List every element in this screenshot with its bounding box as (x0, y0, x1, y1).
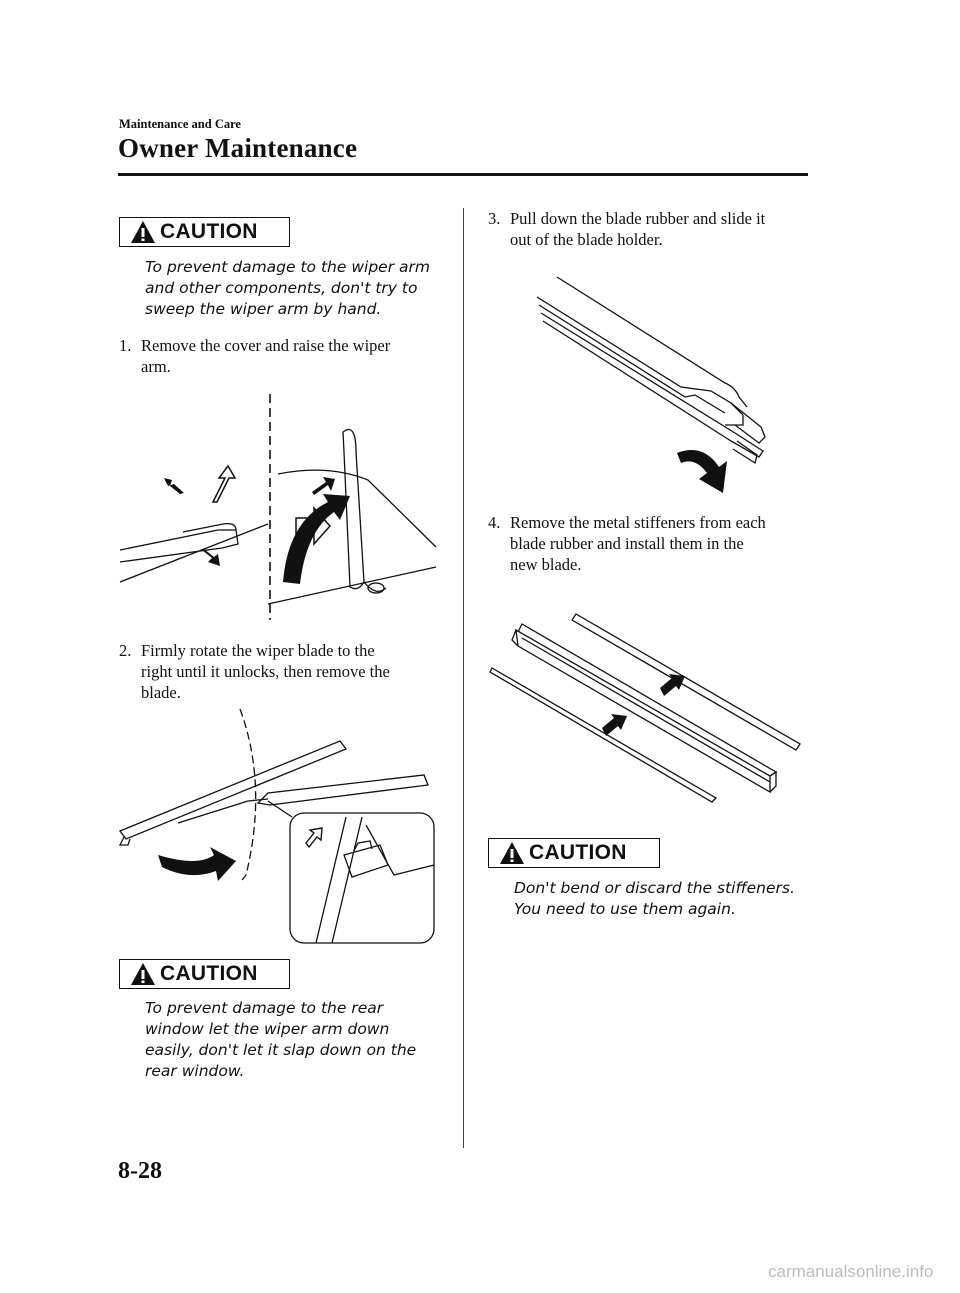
caution-line: easily, don't let it slap down on the (145, 1041, 417, 1059)
step-line: Remove the metal stiffeners from each (510, 513, 766, 532)
step-line: Pull down the blade rubber and slide it (510, 209, 766, 228)
step-line: Remove the cover and raise the wiper (141, 336, 391, 355)
caution-text-3 (514, 878, 824, 920)
warning-icon (499, 841, 525, 865)
column-divider (463, 208, 464, 1148)
caution-line: Don't bend or discard the stiffeners. (514, 879, 795, 897)
section-label: Maintenance and Care (119, 117, 241, 131)
page-title: Owner Maintenance (118, 133, 358, 163)
step-number: 1. (119, 336, 132, 355)
step-2 (119, 640, 459, 703)
step-line: out of the blade holder. (510, 230, 663, 249)
caution-text-2 (145, 998, 455, 1082)
caution-line: sweep the wiper arm by hand. (145, 300, 382, 318)
step-line: right until it unlocks, then remove the (141, 662, 390, 681)
warning-icon (130, 220, 156, 244)
caution-label: CAUTION (160, 220, 258, 243)
caution-box-1 (119, 217, 290, 247)
caution-line: You need to use them again. (514, 900, 736, 918)
step-number: 4. (488, 513, 501, 532)
step-3 (488, 208, 818, 250)
step-4 (488, 512, 818, 575)
remove-blade-illustration (118, 705, 436, 945)
watermark: carmanualsonline.info (768, 1262, 934, 1281)
step-line: arm. (141, 357, 171, 376)
step-line: blade. (141, 683, 181, 702)
step-number: 3. (488, 209, 501, 228)
caution-line: rear window. (145, 1062, 245, 1080)
step-number: 2. (119, 641, 132, 660)
step-line: blade rubber and install them in the (510, 534, 744, 553)
warning-icon (130, 962, 156, 986)
caution-box-3 (488, 838, 660, 868)
caution-line: window let the wiper arm down (145, 1020, 390, 1038)
install-stiffeners-illustration (488, 610, 808, 802)
caution-label: CAUTION (160, 962, 258, 985)
page-number: 8-28 (118, 1158, 162, 1184)
title-rule (118, 173, 808, 176)
step-line: Firmly rotate the wiper blade to the (141, 641, 375, 660)
caution-line: To prevent damage to the rear (145, 999, 384, 1017)
caution-line: To prevent damage to the wiper arm (145, 258, 430, 276)
caution-label: CAUTION (529, 841, 627, 864)
caution-box-2 (119, 959, 290, 989)
pull-blade-rubber-illustration (535, 275, 775, 495)
raise-wiper-arm-illustration (118, 392, 438, 622)
step-line: new blade. (510, 555, 582, 574)
caution-text-1 (145, 257, 455, 320)
step-1 (119, 335, 459, 377)
caution-line: and other components, don't try to (145, 279, 418, 297)
